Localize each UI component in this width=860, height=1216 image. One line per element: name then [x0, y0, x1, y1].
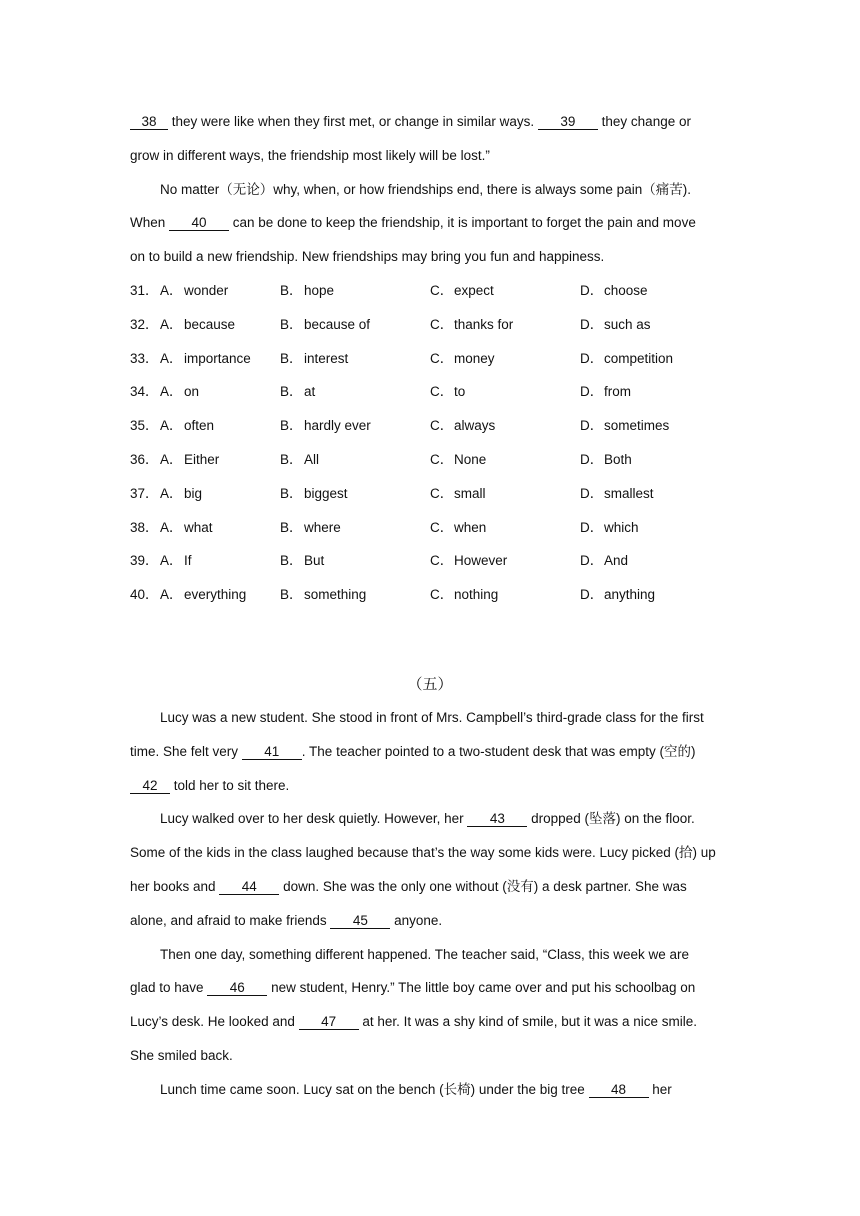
- option-text: always: [454, 418, 496, 434]
- option-text: such as: [604, 316, 651, 332]
- option-text: from: [604, 384, 631, 400]
- passage-line: Lucy was a new student. She stood in front of Mrs. Campbell’s third-grade class for the first: [160, 710, 704, 725]
- text-segment: Lunch time came soon. Lucy sat on the bench (长椅) under the big tree: [160, 1081, 589, 1097]
- option-a: [160, 409, 280, 443]
- option-text: to: [454, 384, 466, 400]
- blank-40: 40: [169, 215, 229, 231]
- option-letter: A．: [160, 519, 183, 535]
- option-d: [580, 477, 730, 511]
- option-letter: A．: [160, 316, 183, 332]
- blank-38: 38: [130, 114, 168, 130]
- passage-line: [130, 971, 730, 1005]
- question-number: 40．: [130, 587, 159, 603]
- option-b: [280, 409, 430, 443]
- option-text: hope: [304, 282, 335, 298]
- option-letter: C．: [430, 553, 454, 569]
- option-a: [160, 443, 280, 477]
- question-number: 38．: [130, 519, 159, 535]
- option-letter: B．: [280, 553, 303, 569]
- option-c: [430, 308, 580, 342]
- option-letter: C．: [430, 587, 454, 603]
- option-letter: A．: [160, 587, 183, 603]
- option-b: [280, 443, 430, 477]
- option-b: [280, 274, 430, 308]
- option-letter: A．: [160, 282, 183, 298]
- option-d: [580, 308, 730, 342]
- option-letter: B．: [280, 282, 303, 298]
- option-text: If: [184, 553, 192, 569]
- option-a: [160, 511, 280, 545]
- option-text: anything: [604, 587, 656, 603]
- option-letter: B．: [280, 485, 303, 501]
- option-d: [580, 409, 730, 443]
- option-text: everything: [184, 587, 247, 603]
- option-d: [580, 511, 730, 545]
- option-letter: C．: [430, 485, 454, 501]
- option-b: [280, 375, 430, 409]
- option-d: [580, 443, 730, 477]
- text-segment: at her. It was a shy kind of smile, but it was a nice smile.: [358, 1014, 697, 1030]
- option-c: [430, 578, 580, 612]
- option-a: [160, 544, 280, 578]
- question-number: 36．: [130, 451, 159, 467]
- option-a: [160, 578, 280, 612]
- option-text: thanks for: [454, 316, 514, 332]
- passage-line: No matter（无论）why, when, or how friendships end, there is always some pain（痛苦).: [160, 181, 691, 197]
- option-b: [280, 342, 430, 376]
- option-letter: B．: [280, 451, 303, 467]
- option-d: [580, 578, 730, 612]
- option-text: big: [184, 485, 203, 501]
- option-a: [160, 274, 280, 308]
- option-letter: B．: [280, 316, 303, 332]
- blank-43: 43: [467, 811, 527, 827]
- passage-two: [130, 701, 730, 1107]
- text-segment: can be done to keep the friendship, it is important to forget the pain and move: [229, 215, 696, 231]
- passage-line: Then one day, something different happened. The teacher said, “Class, this week we are: [160, 946, 690, 962]
- option-text: small: [454, 485, 486, 501]
- option-text: None: [454, 451, 487, 467]
- blank-39: 39: [538, 114, 598, 130]
- option-letter: C．: [430, 519, 454, 535]
- text-segment: dropped (坠落) on the floor.: [527, 811, 695, 827]
- option-text: what: [184, 519, 213, 535]
- blank-46: 46: [207, 980, 267, 996]
- option-text: when: [454, 519, 487, 535]
- blank-44: 44: [219, 879, 279, 895]
- option-text: However: [454, 553, 508, 569]
- option-text: expect: [454, 282, 494, 298]
- blank-45: 45: [330, 913, 390, 929]
- option-b: [280, 477, 430, 511]
- option-letter: B．: [280, 350, 303, 366]
- option-letter: B．: [280, 384, 303, 400]
- option-letter: C．: [430, 316, 454, 332]
- option-b: [280, 578, 430, 612]
- option-text: because: [184, 316, 236, 332]
- blank-41: 41: [242, 744, 302, 760]
- option-letter: C．: [430, 384, 454, 400]
- blank-48: 48: [589, 1082, 649, 1098]
- question-row: [130, 544, 730, 578]
- option-text: But: [304, 553, 325, 569]
- option-text: because of: [304, 316, 371, 332]
- option-letter: D．: [580, 485, 604, 501]
- option-c: [430, 511, 580, 545]
- text-segment: new student, Henry.” The little boy came over and put his schoolbag on: [267, 980, 696, 996]
- option-text: wonder: [184, 282, 229, 298]
- option-letter: D．: [580, 587, 604, 603]
- option-letter: A．: [160, 485, 183, 501]
- text-segment: they were like when they first met, or change in similar ways.: [168, 114, 538, 129]
- option-text: often: [184, 418, 215, 434]
- question-number: 33．: [130, 350, 159, 366]
- question-number: 31．: [130, 282, 159, 298]
- option-c: [430, 274, 580, 308]
- option-text: hardly ever: [304, 418, 371, 434]
- text-segment: told her to sit there.: [170, 777, 290, 793]
- text-segment: they change or: [597, 114, 691, 129]
- question-row: [130, 511, 730, 545]
- option-letter: A．: [160, 553, 183, 569]
- text-segment: anyone.: [390, 912, 443, 928]
- option-text: something: [304, 587, 367, 603]
- text-segment: time. She felt very: [130, 743, 242, 759]
- question-number: 37．: [130, 485, 159, 501]
- option-letter: D．: [580, 553, 604, 569]
- passage-line: [130, 105, 730, 139]
- passage-one: [130, 105, 730, 612]
- option-letter: D．: [580, 316, 604, 332]
- option-letter: C．: [430, 350, 454, 366]
- option-letter: A．: [160, 350, 183, 366]
- question-number: 34．: [130, 384, 159, 400]
- passage-line: [130, 769, 730, 803]
- option-text: All: [304, 451, 320, 467]
- option-text: smallest: [604, 485, 654, 501]
- option-b: [280, 308, 430, 342]
- option-d: [580, 342, 730, 376]
- option-text: interest: [304, 350, 349, 366]
- text-segment: Lucy’s desk. He looked and: [130, 1014, 299, 1030]
- option-a: [160, 375, 280, 409]
- option-d: [580, 544, 730, 578]
- option-letter: D．: [580, 384, 604, 400]
- option-a: [160, 308, 280, 342]
- option-letter: A．: [160, 451, 183, 467]
- text-segment: . The teacher pointed to a two-student desk that was empty (空的): [301, 743, 696, 759]
- option-b: [280, 511, 430, 545]
- option-a: [160, 342, 280, 376]
- passage-line: Some of the kids in the class laughed because that’s the way some kids were. Lucy picked (拾) up: [130, 845, 716, 861]
- option-letter: D．: [580, 350, 604, 366]
- question-number: 39．: [130, 553, 159, 569]
- question-row: [130, 443, 730, 477]
- text-segment: When: [130, 215, 170, 231]
- option-text: nothing: [454, 587, 499, 603]
- question-row: [130, 409, 730, 443]
- passage-line: [130, 735, 730, 769]
- text-segment: her: [648, 1081, 672, 1097]
- option-letter: C．: [430, 418, 454, 434]
- passage-line: She smiled back.: [130, 1047, 233, 1063]
- option-letter: D．: [580, 519, 604, 535]
- option-text: which: [604, 519, 639, 535]
- option-c: [430, 443, 580, 477]
- option-text: biggest: [304, 485, 348, 501]
- option-letter: D．: [580, 451, 604, 467]
- option-c: [430, 375, 580, 409]
- question-row: [130, 274, 730, 308]
- option-d: [580, 375, 730, 409]
- text-segment: her books and: [130, 878, 220, 894]
- question-row: [130, 308, 730, 342]
- section-title: （五）: [407, 675, 453, 693]
- passage-line: on to build a new friendship. New friendships may bring you fun and happiness.: [130, 249, 605, 265]
- question-number: 32．: [130, 316, 159, 332]
- option-letter: A．: [160, 418, 183, 434]
- option-letter: A．: [160, 384, 183, 400]
- question-row: [130, 578, 730, 612]
- option-text: at: [304, 384, 316, 400]
- option-text: choose: [604, 282, 648, 298]
- option-letter: B．: [280, 519, 303, 535]
- text-segment: alone, and afraid to make friends: [130, 912, 331, 928]
- option-d: [580, 274, 730, 308]
- option-letter: D．: [580, 282, 604, 298]
- passage-line: [130, 1005, 730, 1039]
- option-text: competition: [604, 350, 674, 366]
- text-segment: down. She was the only one without (没有) a desk partner. She was: [279, 878, 687, 894]
- blank-47: 47: [299, 1014, 359, 1030]
- option-c: [430, 477, 580, 511]
- option-c: [430, 544, 580, 578]
- blank-42: 42: [130, 778, 170, 794]
- passage-line: [130, 802, 730, 836]
- question-row: [130, 342, 730, 376]
- passage-line: [130, 904, 730, 938]
- option-text: sometimes: [604, 418, 670, 434]
- option-text: on: [184, 384, 200, 400]
- passage-line: grow in different ways, the friendship most likely will be lost.”: [130, 147, 490, 163]
- option-text: where: [304, 519, 341, 535]
- option-text: And: [604, 553, 629, 569]
- options-list: [130, 274, 730, 612]
- option-letter: B．: [280, 587, 303, 603]
- option-c: [430, 409, 580, 443]
- option-letter: C．: [430, 451, 454, 467]
- option-letter: C．: [430, 282, 454, 298]
- passage-line: [130, 870, 730, 904]
- question-row: [130, 477, 730, 511]
- option-text: importance: [184, 350, 251, 366]
- option-text: money: [454, 350, 495, 366]
- question-row: [130, 375, 730, 409]
- option-text: Either: [184, 451, 220, 467]
- option-letter: B．: [280, 418, 303, 434]
- passage-line: [130, 206, 730, 240]
- text-segment: glad to have: [130, 980, 208, 996]
- option-b: [280, 544, 430, 578]
- option-a: [160, 477, 280, 511]
- question-number: 35．: [130, 418, 159, 434]
- option-letter: D．: [580, 418, 604, 434]
- option-c: [430, 342, 580, 376]
- passage-line: [130, 1073, 730, 1107]
- option-text: Both: [604, 451, 632, 467]
- text-segment: Lucy walked over to her desk quietly. However, her: [160, 811, 468, 827]
